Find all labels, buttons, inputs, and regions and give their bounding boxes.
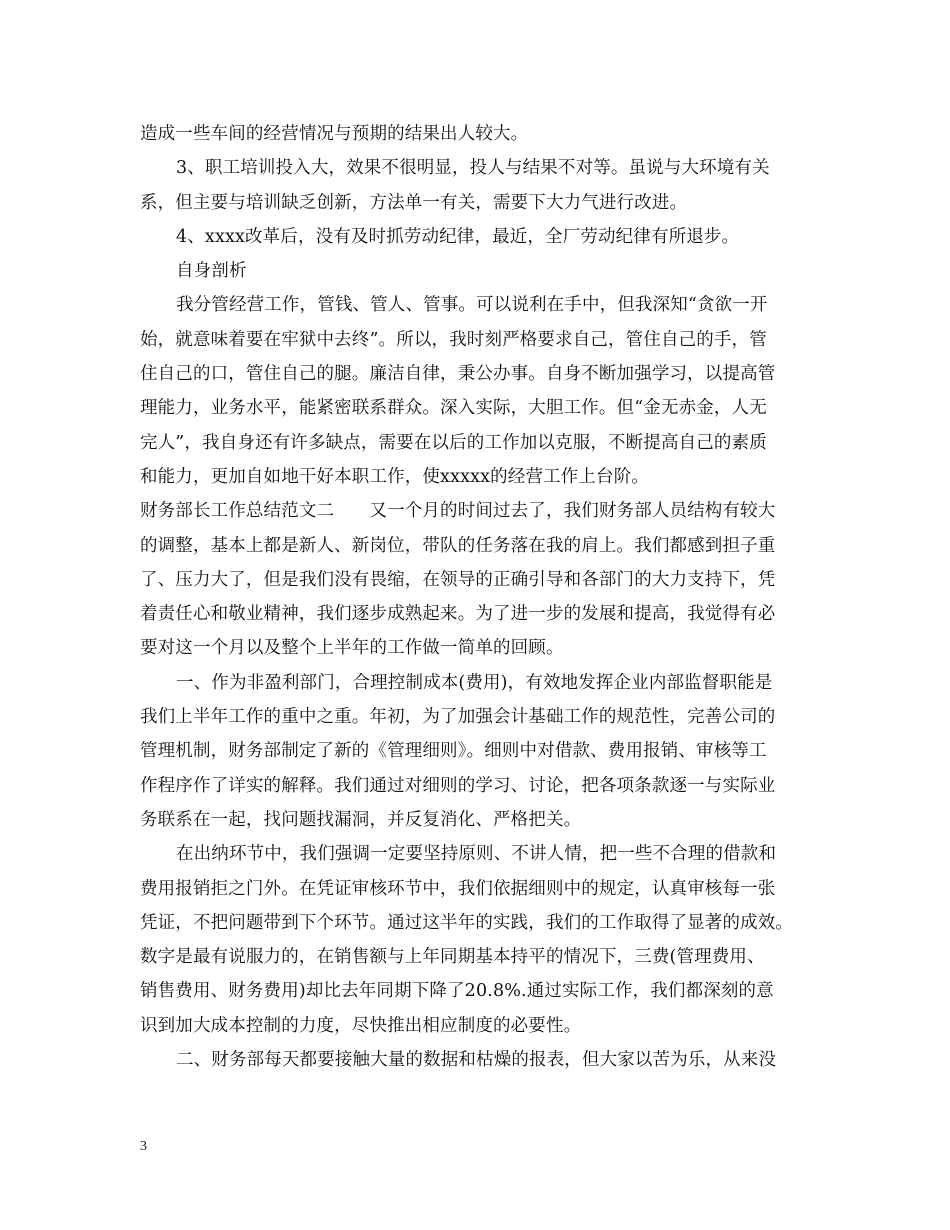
text-line: 在出纳环节中，我们强调一定要坚持原则、不讲人情，把一些不合理的借款和 [176,844,777,865]
text-line: 的调整，基本上都是新人、新岗位，带队的任务落在我的肩上。我们都感到担子重 [140,535,776,556]
text-line: 识到加大成本控制的力度，尽快推出相应制度的必要性。 [140,1015,582,1036]
text-line: 数字是最有说服力的，在销售额与上年同期基本持平的情况下，三费(管理费用、 [140,947,765,968]
text-line: 务联系在一起，找问题找漏洞，并反复消化、严格把关。 [140,809,582,830]
text-line: 完人”，我自身还有许多缺点，需要在以后的工作加以克服，不断提高自己的素质 [140,432,767,453]
text-line: 财务部长工作总结范文二 又一个月的时间过去了，我们财务部人员结构有较大 [140,501,776,522]
text-line: 了、压力大了，但是我们没有畏缩，在领导的正确引导和各部门的大力支持下，凭 [140,569,776,590]
text-line: 我们上半年工作的重中之重。年初，为了加强会计基础工作的规范性，完善公司的 [140,707,776,728]
text-line: 二、财务部每天都要接触大量的数据和枯燥的报表，但大家以苦为乐，从来没 [176,1050,777,1071]
text-line: 系，但主要与培训缺乏创新，方法单一有关，需要下大力气进行改进。 [140,192,688,213]
text-line: 费用报销拒之门外。在凭证审核环节中，我们依据细则中的规定，认真审核每一张 [140,878,776,899]
text-line: 造成一些车间的经营情况与预期的结果出人较大。 [140,124,529,144]
text-line: 凭证，不把问题带到下个环节。通过这半年的实践，我们的工作取得了显著的成效。 [140,912,794,933]
text-line: 和能力，更加自如地干好本职工作，使xxxxx的经营工作上台阶。 [140,466,649,487]
text-line: 要对这一个月以及整个上半年的工作做一简单的回顾。 [140,638,564,659]
text-line: 自身剖析 [176,261,247,282]
text-line: 我分管经营工作，管钱、管人、管事。可以说利在手中，但我深知“贪欲一开 [176,295,768,316]
page-number: 3 [140,1139,147,1154]
text-line: 着责任心和敬业精神，我们逐步成熟起来。为了进一步的发展和提高，我觉得有必 [140,604,776,625]
text-line: 4、xxxx改革后，没有及时抓劳动纪律，最近，全厂劳动纪律有所退步。 [176,226,740,247]
text-line: 作程序作了详实的解释。我们通过对细则的学习、讨论，把各项条款逐一与实际业 [140,775,776,796]
text-line: 3、职工培训投入大，效果不很明显，投人与结果不对等。虽说与大环境有关 [176,158,770,179]
text-line: 住自己的口，管住自己的腿。廉洁自律，秉公办事。自身不断加强学习，以提高管 [140,364,776,385]
text-line: 管理机制，财务部制定了新的《管理细则》。细则中对借款、费用报销、审核等工 [140,741,767,762]
text-line: 始，就意味着要在牢狱中去终”。所以，我时刻严格要求自己，管住自己的手，管 [140,329,767,350]
document-body [140,117,820,1077]
text-line: 销售费用、财务费用)却比去年同期下降了20.8%.通过实际工作，我们都深刻的意 [140,981,774,1002]
text-line: 理能力，业务水平，能紧密联系群众。深入实际，大胆工作。但“金无赤金，人无 [140,398,767,419]
text-line: 一、作为非盈利部门，合理控制成本(费用)，有效地发挥企业内部监督职能是 [176,672,773,693]
